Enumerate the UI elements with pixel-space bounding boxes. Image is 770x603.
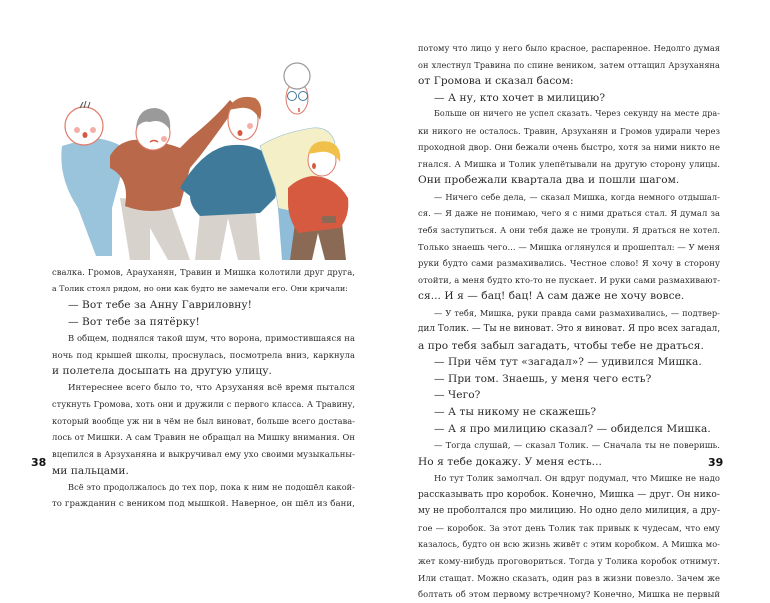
left-page-text — [52, 264, 355, 512]
text-line: — Чего? — [434, 389, 481, 402]
figure-navy-sweater-boy — [180, 97, 277, 260]
illustration-drawing — [50, 38, 355, 260]
text-line: который вообще уж ни в чём не был виноват, больше всего достава- — [52, 415, 355, 426]
text-line: ся. — Я даже не понимаю, чего я с ними драться стал. Я думал за — [418, 208, 720, 219]
text-line: Всё это продолжалось до тех пор, пока к ним не подошёл какой- — [68, 482, 355, 493]
page-number-right: 39 — [708, 456, 724, 469]
text-line: а про тебя забыл загадать, чтобы тебе не драться. — [418, 339, 704, 352]
text-line: лось от Мишки. А сам Травин не обращал на Мишку внимания. Он — [52, 432, 355, 443]
text-line: потому что лицо у него было красное, распаренное. Недолго думая — [418, 43, 720, 53]
text-line: руки будто сами размахивались. Честное слово! Я хочу в сторону — [418, 258, 720, 269]
text-line: стукнуть Громова, хоть они и дружили с первого класса. А Травину, — [52, 399, 355, 410]
text-line: Но я тебе докажу. У меня есть... — [418, 455, 602, 468]
text-line: то гражданин с веником под мышкой. Наверное, он шёл из бани, — [52, 498, 355, 509]
text-line: Они пробежали квартала два и пошли шагом. — [418, 174, 680, 187]
left-page — [0, 0, 385, 509]
text-line: — А я про милицию сказал? — обиделся Мишка. — [434, 422, 711, 435]
text-line: — Тогда слушай, — сказал Толик. — Сначала ты не поверишь. — [434, 440, 720, 451]
text-line: ми пальцами. — [52, 464, 129, 477]
text-line: Больше он ничего не успел сказать. Через секунду на месте дра- — [434, 109, 720, 119]
matchbox-icon — [322, 216, 336, 223]
text-line: ся... И я — бац! бац! А сам даже не хочу вовсе. — [418, 290, 685, 303]
text-line: — При чём тут «загадал»? — удивился Мишка. — [434, 356, 702, 369]
text-line: Или стащат. Можно сказать, один раз в жизни повезло. Зачем же — [418, 572, 720, 583]
text-line: — А ну, кто хочет в милицию? — [434, 91, 606, 104]
text-line: ки никого не осталось. Травин, Арзуханян и Громов удирали через — [418, 125, 720, 136]
text-line: В общем, поднялся такой шум, что ворона, примостившаяся на — [68, 333, 355, 344]
text-line: проходной двор. Они бежали очень быстро, хотя за ними никто не — [418, 142, 720, 153]
text-line: и полетела досыпать на другую улицу. — [52, 365, 272, 378]
text-line: от Громова и сказал басом: — [418, 75, 574, 88]
text-line: а Толик стоял рядом, но они как будто не замечали его. Они кричали: — [52, 283, 348, 293]
text-line: жет кому-нибудь проговориться. Тогда у Толика коробок отнимут. — [418, 555, 720, 566]
text-line: дил Толик. — Ты не виноват. Это я виноват. Я про всех загадал, — [418, 324, 721, 335]
figure-bald-boy — [61, 101, 128, 256]
text-line: — А ты никому не скажешь? — [434, 406, 597, 419]
text-line: Только знаешь чего... — Мишка оглянулся и прошептал: — У меня — [418, 241, 720, 252]
text-line: свалка. Громов, Арауханян, Травин и Мишка колотили друг друга, — [52, 267, 355, 277]
text-line: ночь под крышей школы, проснулась, посмотрела вниз, каркнула — [52, 349, 355, 360]
right-page — [385, 0, 770, 600]
text-line: рассказывать про коробок. Конечно, Мишка — друг. Он нико- — [418, 489, 720, 500]
text-line: — Вот тебе за Анну Гавриловну! — [68, 299, 252, 312]
fight-illustration — [50, 38, 355, 260]
page-number-left: 38 — [31, 456, 47, 469]
text-line: Интереснее всего было то, что Арзуханяя всё время пытался — [68, 382, 355, 393]
text-line: — Вот тебе за пятёрку! — [68, 315, 200, 328]
text-line: казалось, будто он всю жизнь живёт с этим коробком. А Мишка мо- — [418, 539, 720, 550]
text-line: — У тебя, Мишка, руки правда сами размахивались, — подтвер- — [434, 307, 720, 318]
text-line: гнался. А Мишка и Толик улепётывали на другую сторону улицы. — [418, 158, 720, 169]
text-line: отойти, а меня будто кто-то не пускает. И руки сами размахивают- — [418, 274, 721, 285]
text-line: — Ничего себе дела, — сказал Мишка, когда немного отдышал- — [434, 191, 720, 202]
text-line: болтать об этом первому встречному? Конечно, Мишка не первый — [418, 589, 720, 600]
right-page-text — [418, 40, 720, 603]
text-line: тебя заступиться. А они тебя даже не тронули. Я драться не хотел. — [418, 225, 720, 236]
text-line: му не проболтался про милицию. Но одно дело милиция, а дру- — [418, 506, 720, 517]
text-line: вцепился в Арзуханяна и выкручивал ему ухо своими музыкальны- — [52, 449, 355, 460]
text-line: он хлестнул Травина по спине веником, затем оттащил Арзуханяна — [418, 59, 720, 70]
text-line: Но тут Толик замолчал. Он вдруг подумал, что Мишке не надо — [434, 473, 720, 484]
text-line: — При том. Знаешь, у меня чего есть? — [434, 372, 652, 385]
text-line: гое — коробок. За этот день Толик так привык к чудесам, что ему — [418, 522, 720, 533]
